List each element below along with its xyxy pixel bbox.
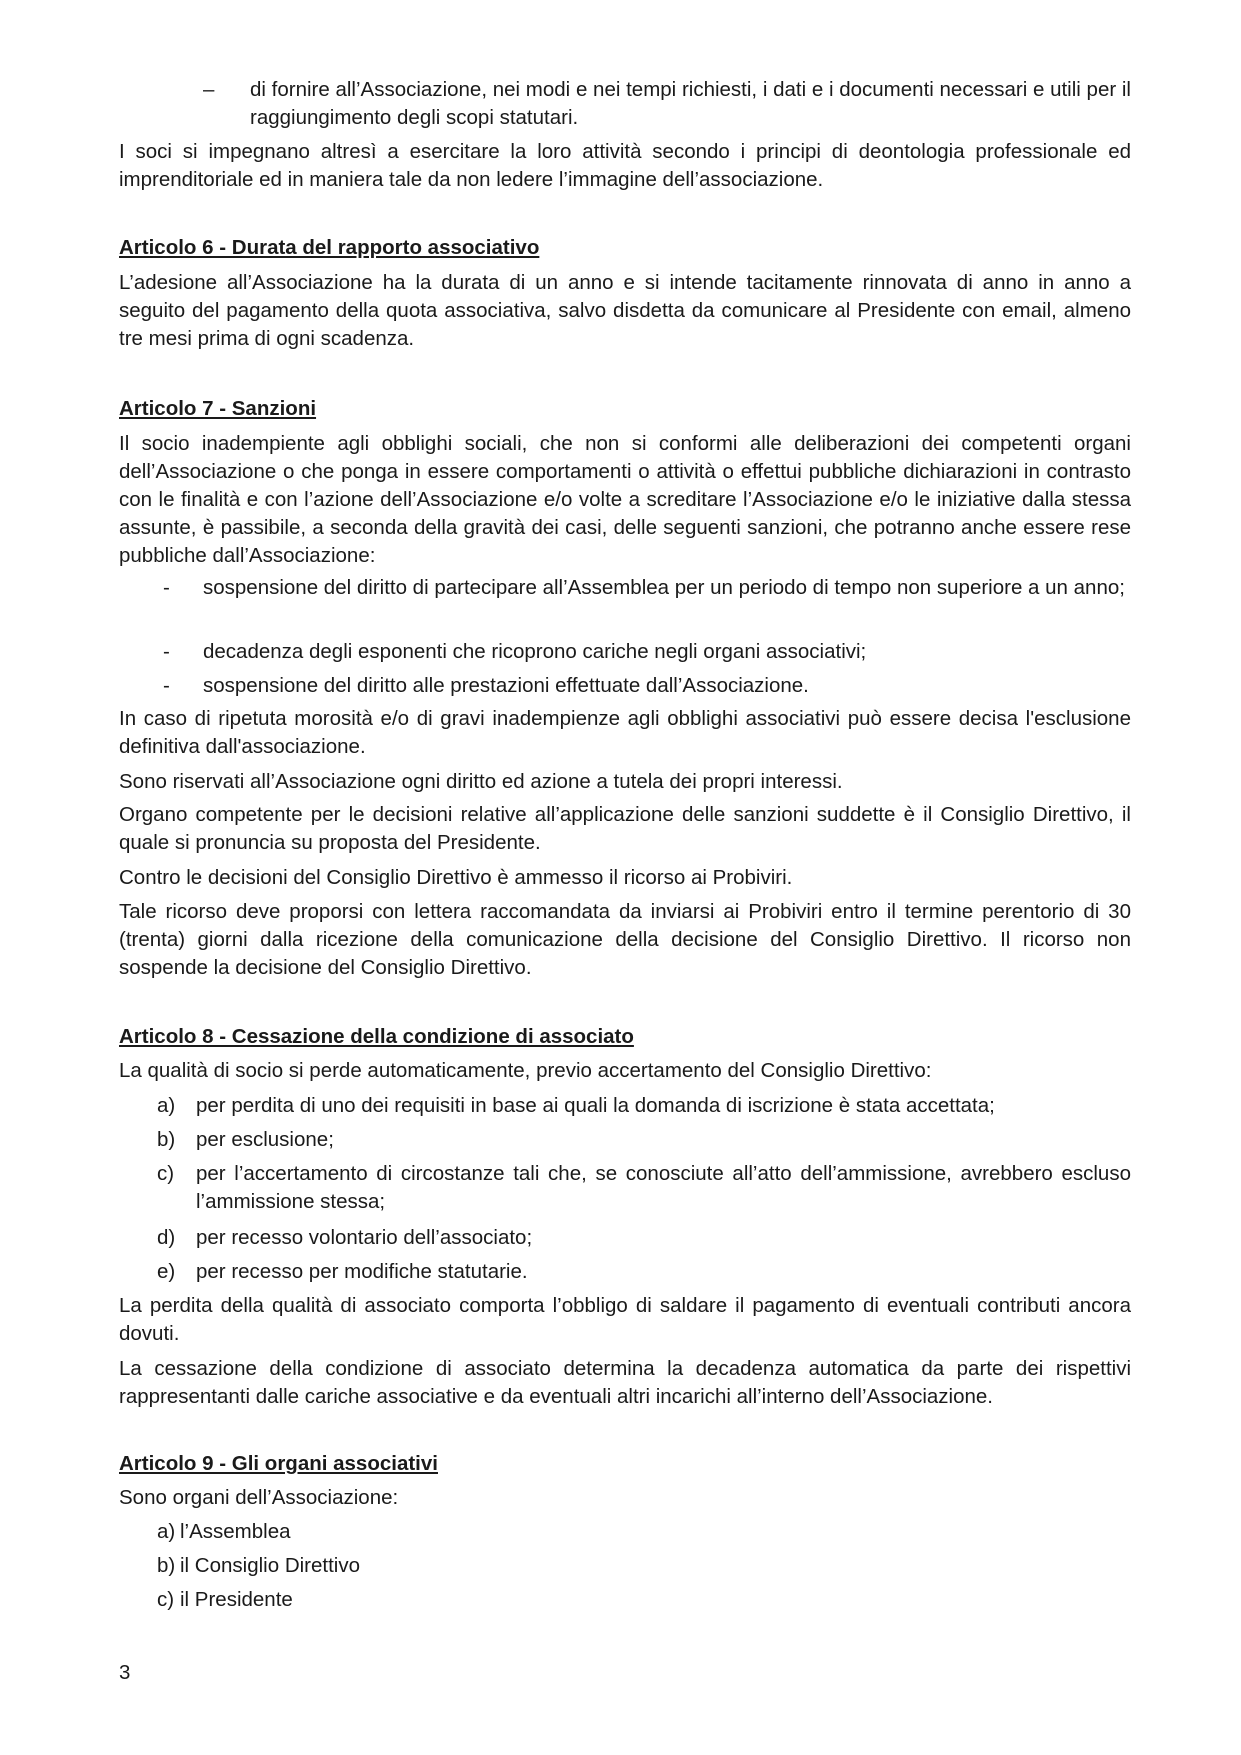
page-number: 3 [119,1661,131,1684]
list-item-text: decadenza degli esponenti che ricoprono cariche negli organi associativi; [203,640,867,663]
article-8-paragraph-1: La qualità di socio si perde automaticamente, previo accertamento del Consiglio Direttivo: [119,1059,932,1082]
list-marker: b) [157,1554,176,1577]
article-9-paragraph-1: Sono organi dell’Associazione: [119,1486,399,1509]
article-6-paragraph: L’adesione all’Associazione ha la durata di un anno e si intende tacitamente rinnovata di anno in anno a seguito del pagamento della quota associativa, salvo disdetta da comunicare al Presidente con email, almeno tre mesi prima di ogni scadenza. [119,271,1131,350]
list-item [163,574,1131,602]
article-7-paragraph-4: Organo competente per le decisioni relative all’applicazione delle sanzioni suddette è il Consiglio Direttivo, il quale si pronuncia su proposta del Presidente. [119,803,1131,854]
list-marker: e) [157,1260,176,1283]
article-8-paragraph-2: La perdita della qualità di associato comporta l’obbligo di saldare il pagamento di eventuali contributi ancora dovuti. [119,1294,1131,1345]
list-item [157,1092,1131,1120]
list-marker: - [163,576,170,599]
list-item-text: sospensione del diritto di partecipare all’Assemblea per un periodo di tempo non superiore a un anno; [203,576,1125,599]
list-item-text: il Consiglio Direttivo [180,1554,361,1577]
list-marker: c) [157,1162,175,1185]
list-item [157,1518,1131,1546]
list-item [203,76,1131,132]
list-marker: - [163,640,170,663]
article-7-paragraph-2: In caso di ripetuta morosità e/o di gravi inadempienze agli obblighi associativi può essere decisa l'esclusione definitiva dall'associazione. [119,707,1131,758]
list-marker: - [163,674,170,697]
article-7-heading: Articolo 7 - Sanzioni [119,397,317,420]
article-7-paragraph-1: Il socio inadempiente agli obblighi sociali, che non si conformi alle deliberazioni dei competenti organi dell’Associazione o che ponga in essere comportamenti o attività o effettui pubbliche dichiarazioni in contrasto con le finalità e con l’azione dell’Associazione e/o volte a screditare l’Associazione e/o le iniziative dalla stessa assunte, è passibile, a seconda della gravità dei casi, delle seguenti sanzioni, che potranno anche essere rese pubbliche dall’Associazione: [119,432,1131,567]
list-item-text: l’Assemblea [180,1520,291,1543]
list-item-text: per l’accertamento di circostanze tali che, se conosciute all’atto dell’ammissione, avrebbero escluso l’ammissione stessa; [196,1162,1131,1213]
list-item-text: per recesso volontario dell’associato; [196,1226,533,1249]
article-7-paragraph-6: Tale ricorso deve proporsi con lettera raccomandata da inviarsi ai Probiviri entro il termine perentorio di 30 (trenta) giorni dalla ricezione della comunicazione della decisione del Consiglio Direttivo. Il ricorso non sospende la decisione del Consiglio Direttivo. [119,900,1131,979]
list-marker: b) [157,1128,176,1151]
list-item-text: per recesso per modifiche statutarie. [196,1260,528,1283]
list-item-text: per esclusione; [196,1128,334,1151]
list-item-text: di fornire all’Associazione, nei modi e nei tempi richiesti, i dati e i documenti necessari e utili per il raggiungimento degli scopi statutari. [250,78,1131,129]
list-item-text: il Presidente [180,1588,293,1611]
article-7-paragraph-5: Contro le decisioni del Consiglio Direttivo è ammesso il ricorso ai Probiviri. [119,866,793,889]
list-marker: d) [157,1226,176,1249]
list-marker: c) [157,1588,175,1611]
list-item [163,672,1131,700]
list-item [163,638,1131,666]
article-9-heading: Articolo 9 - Gli organi associativi [119,1452,438,1475]
list-item [157,1552,1131,1580]
list-item [157,1126,1131,1154]
list-item [157,1586,1131,1614]
list-item-text: sospensione del diritto alle prestazioni effettuate dall’Associazione. [203,674,809,697]
article-8-paragraph-3: La cessazione della condizione di associato determina la decadenza automatica da parte dei rispettivi rappresentanti dalle cariche associative e da eventuali altri incarichi all’interno dell’Associazione. [119,1357,1131,1408]
intro-paragraph: I soci si impegnano altresì a esercitare la loro attività secondo i principi di deontologia professionale ed imprenditoriale ed in maniera tale da non ledere l’immagine dell’associazione. [119,140,1131,191]
list-item-text: per perdita di uno dei requisiti in base ai quali la domanda di iscrizione è stata accettata; [196,1094,995,1117]
list-marker: a) [157,1520,176,1543]
list-item [157,1258,1131,1286]
article-8-heading: Articolo 8 - Cessazione della condizione di associato [119,1025,634,1048]
list-item [157,1224,1131,1252]
list-item [157,1160,1131,1216]
article-7-paragraph-3: Sono riservati all’Associazione ogni diritto ed azione a tutela dei propri interessi. [119,770,843,793]
list-marker: a) [157,1094,176,1117]
list-marker: – [203,78,215,101]
article-6-heading: Articolo 6 - Durata del rapporto associativo [119,236,540,259]
